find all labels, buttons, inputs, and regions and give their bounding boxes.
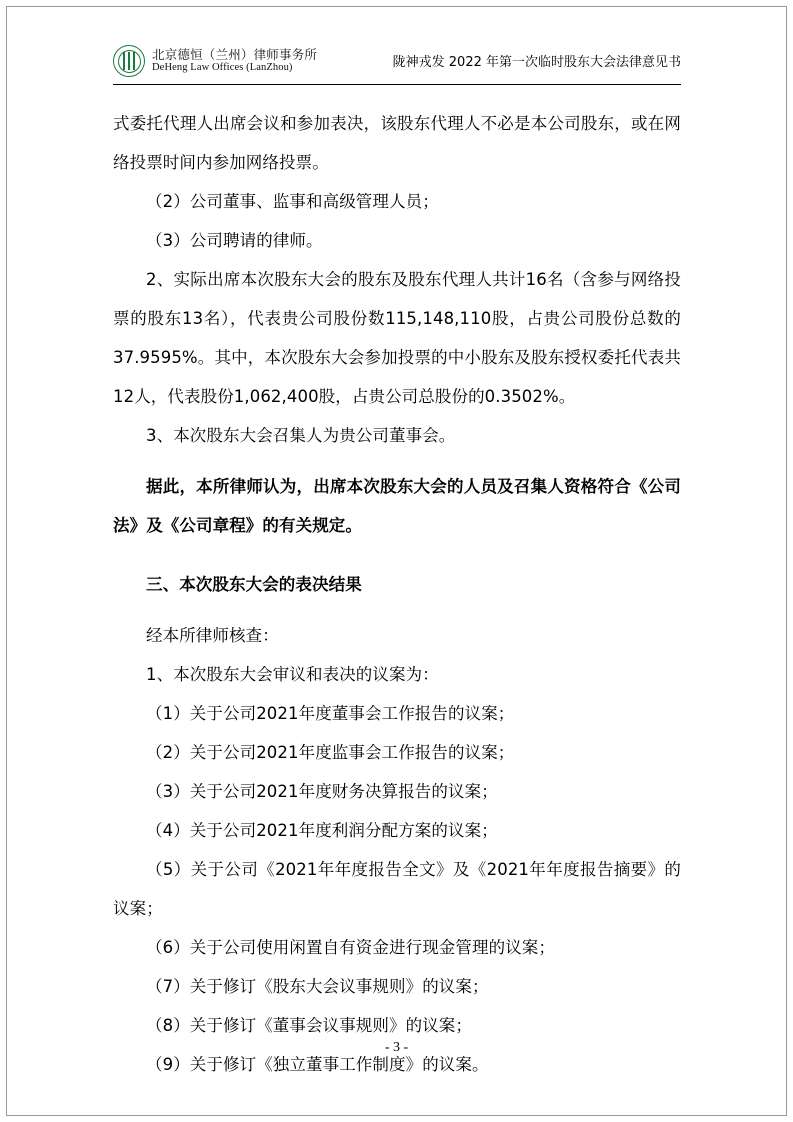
deheng-logo-icon: [113, 45, 145, 77]
paragraph-attendance-stats: 2、实际出席本次股东大会的股东及股东代理人共计16名（含参与网络投票的股东13名），代表贵公司股份数115,148,110股，占贵公司股份总数的37.9595%。其中，本次股东大会参加投票的中小股东及股东授权委托代表共12人，代表股份1,062,400股，占贵公司总股份的0.3502%。: [113, 270, 681, 406]
paragraph-item-3: （3）公司聘请的律师。: [146, 231, 323, 250]
firm-name: [152, 48, 317, 74]
paragraph-continuation: 式委托代理人出席会议和参加表决，该股东代理人不必是本公司股东，或在网络投票时间内参加网络投票。: [113, 114, 681, 172]
list-item-proposal-3: （3）关于公司2021年度财务决算报告的议案；: [146, 782, 498, 801]
page-number: - 3 -: [384, 1040, 409, 1055]
paragraph-proposals-intro: 1、本次股东大会审议和表决的议案为：: [146, 665, 439, 684]
spacer: [113, 545, 681, 565]
header-divider: [113, 84, 681, 85]
paragraph-convener: 3、本次股东大会召集人为贵公司董事会。: [146, 426, 456, 445]
firm-name-en: DeHeng Law Offices (LanZhou): [152, 62, 293, 74]
page-footer: [0, 1040, 793, 1056]
paragraph-item-2: （2）公司董事、监事和高级管理人员；: [146, 192, 439, 211]
firm-logo: [113, 45, 317, 77]
paragraph-review-intro: 经本所律师核查：: [146, 626, 279, 645]
section-heading-three: 三、本次股东大会的表决结果: [146, 575, 362, 594]
list-item-proposal-5: （5）关于公司《2021年年度报告全文》及《2021年年度报告摘要》的议案；: [113, 860, 681, 918]
list-item-proposal-8: （8）关于修订《董事会议事规则》的议案；: [146, 1016, 472, 1035]
firm-name-cn: 北京德恒（兰州）律师事务所: [152, 46, 318, 62]
list-item-proposal-1: （1）关于公司2021年度董事会工作报告的议案；: [146, 704, 515, 723]
document-body: [113, 104, 681, 1084]
list-item-proposal-9: （9）关于修订《独立董事工作制度》的议案。: [146, 1055, 489, 1074]
spacer: [113, 455, 681, 467]
list-item-proposal-7: （7）关于修订《股东大会议事规则》的议案；: [146, 977, 489, 996]
list-item-proposal-4: （4）关于公司2021年度利润分配方案的议案；: [146, 821, 498, 840]
spacer: [113, 604, 681, 616]
list-item-proposal-2: （2）关于公司2021年度监事会工作报告的议案；: [146, 743, 515, 762]
list-item-proposal-6: （6）关于公司使用闲置自有资金进行现金管理的议案；: [146, 938, 555, 957]
document-header-title: 陇神戎发 2022 年第一次临时股东大会法律意见书: [392, 54, 681, 70]
paragraph-opinion-conclusion: 据此，本所律师认为，出席本次股东大会的人员及召集人资格符合《公司法》及《公司章程》的有关规定。: [113, 477, 681, 535]
page-header: [113, 40, 681, 85]
